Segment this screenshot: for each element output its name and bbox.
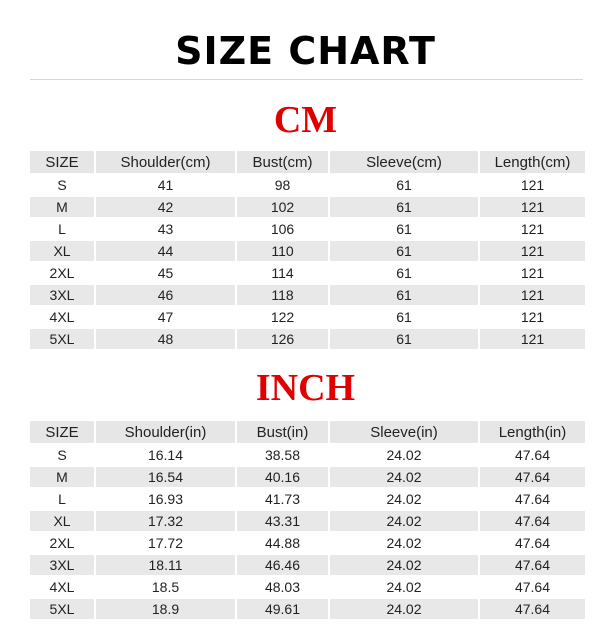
column-header: SIZE (30, 151, 96, 173)
measurement-cell: 24.02 (330, 445, 480, 465)
measurement-cell: 110 (237, 241, 330, 261)
column-header: Shoulder(in) (96, 421, 237, 443)
measurement-cell: 47.64 (480, 577, 585, 597)
size-cell: M (30, 467, 96, 487)
measurement-cell: 49.61 (237, 599, 330, 619)
size-cell: M (30, 197, 96, 217)
measurement-cell: 18.5 (96, 577, 237, 597)
measurement-cell: 38.58 (237, 445, 330, 465)
measurement-cell: 47.64 (480, 599, 585, 619)
measurement-cell: 121 (480, 241, 585, 261)
cm-size-table (30, 149, 585, 351)
column-header: Bust(cm) (237, 151, 330, 173)
measurement-cell: 61 (330, 307, 480, 327)
measurement-cell: 44.88 (237, 533, 330, 553)
size-cell: 2XL (30, 533, 96, 553)
measurement-cell: 45 (96, 263, 237, 283)
measurement-cell: 114 (237, 263, 330, 283)
table-header-row (30, 421, 585, 443)
table-row (30, 285, 585, 305)
size-cell: S (30, 445, 96, 465)
size-cell: 4XL (30, 577, 96, 597)
measurement-cell: 126 (237, 329, 330, 349)
size-cell: L (30, 489, 96, 509)
measurement-cell: 121 (480, 219, 585, 239)
table-row (30, 445, 585, 465)
inch-size-table (30, 419, 585, 621)
measurement-cell: 121 (480, 329, 585, 349)
measurement-cell: 41 (96, 175, 237, 195)
size-cell: 5XL (30, 599, 96, 619)
cm-section-heading: CM (273, 99, 338, 141)
column-header: Shoulder(cm) (96, 151, 237, 173)
table-row (30, 577, 585, 597)
measurement-cell: 47.64 (480, 555, 585, 575)
size-cell: 3XL (30, 285, 96, 305)
page-title: SIZE CHART (175, 29, 436, 73)
table-header-row (30, 151, 585, 173)
measurement-cell: 61 (330, 241, 480, 261)
table-row (30, 329, 585, 349)
title-divider (30, 79, 583, 80)
table-row (30, 241, 585, 261)
measurement-cell: 47.64 (480, 445, 585, 465)
measurement-cell: 24.02 (330, 467, 480, 487)
size-cell: XL (30, 511, 96, 531)
measurement-cell: 121 (480, 263, 585, 283)
measurement-cell: 42 (96, 197, 237, 217)
measurement-cell: 48 (96, 329, 237, 349)
measurement-cell: 46.46 (237, 555, 330, 575)
size-cell: 2XL (30, 263, 96, 283)
measurement-cell: 102 (237, 197, 330, 217)
table-row (30, 599, 585, 619)
measurement-cell: 24.02 (330, 555, 480, 575)
column-header: Sleeve(cm) (330, 151, 480, 173)
table-row (30, 197, 585, 217)
size-cell: 5XL (30, 329, 96, 349)
measurement-cell: 24.02 (330, 533, 480, 553)
measurement-cell: 44 (96, 241, 237, 261)
measurement-cell: 47.64 (480, 533, 585, 553)
table-row (30, 307, 585, 327)
measurement-cell: 43 (96, 219, 237, 239)
table-row (30, 175, 585, 195)
measurement-cell: 40.16 (237, 467, 330, 487)
measurement-cell: 61 (330, 263, 480, 283)
measurement-cell: 98 (237, 175, 330, 195)
size-cell: 4XL (30, 307, 96, 327)
table-row (30, 219, 585, 239)
measurement-cell: 41.73 (237, 489, 330, 509)
table-row (30, 489, 585, 509)
measurement-cell: 47.64 (480, 511, 585, 531)
size-cell: L (30, 219, 96, 239)
measurement-cell: 16.93 (96, 489, 237, 509)
measurement-cell: 121 (480, 285, 585, 305)
measurement-cell: 17.32 (96, 511, 237, 531)
table-row (30, 533, 585, 553)
measurement-cell: 24.02 (330, 489, 480, 509)
measurement-cell: 18.11 (96, 555, 237, 575)
measurement-cell: 18.9 (96, 599, 237, 619)
table-row (30, 263, 585, 283)
measurement-cell: 47.64 (480, 489, 585, 509)
measurement-cell: 61 (330, 329, 480, 349)
size-cell: S (30, 175, 96, 195)
measurement-cell: 24.02 (330, 577, 480, 597)
column-header: Length(cm) (480, 151, 585, 173)
measurement-cell: 16.54 (96, 467, 237, 487)
column-header: Bust(in) (237, 421, 330, 443)
measurement-cell: 24.02 (330, 599, 480, 619)
measurement-cell: 16.14 (96, 445, 237, 465)
measurement-cell: 61 (330, 197, 480, 217)
measurement-cell: 43.31 (237, 511, 330, 531)
size-cell: 3XL (30, 555, 96, 575)
table-row (30, 555, 585, 575)
measurement-cell: 24.02 (330, 511, 480, 531)
measurement-cell: 61 (330, 219, 480, 239)
column-header: Sleeve(in) (330, 421, 480, 443)
column-header: SIZE (30, 421, 96, 443)
size-cell: XL (30, 241, 96, 261)
measurement-cell: 121 (480, 307, 585, 327)
measurement-cell: 118 (237, 285, 330, 305)
measurement-cell: 61 (330, 175, 480, 195)
measurement-cell: 122 (237, 307, 330, 327)
measurement-cell: 17.72 (96, 533, 237, 553)
measurement-cell: 121 (480, 197, 585, 217)
measurement-cell: 106 (237, 219, 330, 239)
measurement-cell: 47.64 (480, 467, 585, 487)
inch-section-heading: INCH (255, 367, 356, 409)
measurement-cell: 46 (96, 285, 237, 305)
measurement-cell: 61 (330, 285, 480, 305)
table-row (30, 467, 585, 487)
table-row (30, 511, 585, 531)
measurement-cell: 121 (480, 175, 585, 195)
measurement-cell: 48.03 (237, 577, 330, 597)
measurement-cell: 47 (96, 307, 237, 327)
column-header: Length(in) (480, 421, 585, 443)
